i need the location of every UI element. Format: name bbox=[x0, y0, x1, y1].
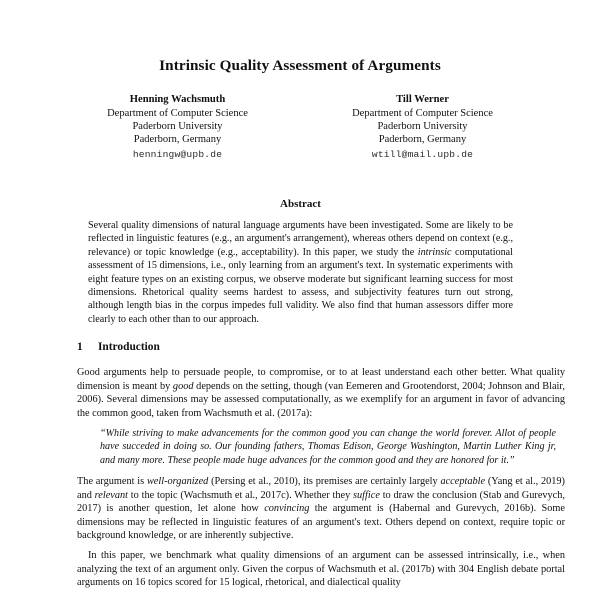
paragraph-2-part-1: The argument is bbox=[77, 475, 147, 487]
paragraph-2-italic-well-organized: well-organized bbox=[146, 475, 209, 487]
paragraph-1-part-1: Good arguments help to persuade people, to compromise, or to at least understand each other better. What quality dimension is meant by bbox=[77, 367, 565, 392]
author-email[interactable]: henningw@upb.de bbox=[132, 148, 223, 160]
paragraph-2-part-3: (Yang et al., 2019) and bbox=[77, 475, 565, 501]
author-block bbox=[60, 93, 540, 161]
abstract-section bbox=[88, 198, 513, 326]
author-institution: Paderborn University bbox=[377, 120, 468, 132]
author-department: Department of Computer Science bbox=[352, 107, 493, 119]
author-institution: Paderborn University bbox=[132, 120, 223, 132]
block-quote: “While striving to make advancements for the common good you can change the world forever. Allot of people have succeded in doing so. Our founding fathers, Thomas Edison, George Washington, Martin Luther King jr, and many more. These people made huge advances for the common good and they are honored for it.” bbox=[100, 427, 556, 466]
paragraph-3: In this paper, we benchmark what quality dimensions of an argument can be assessed intrinsically, i.e., when analyzing the text of an argument only. Given the corpus of Wachsmuth et al. (2017b) with 304 English debate portal arguments on 16 topics scored for 15 logical, rhetorical, and dialectical quality bbox=[77, 550, 565, 589]
paragraph-2-italic-acceptable: acceptable bbox=[440, 475, 486, 487]
paragraph-1-italic-good: good bbox=[172, 380, 194, 392]
paragraph-2-italic-relevant: relevant bbox=[94, 489, 129, 501]
paragraph-2-part-5: to draw the conclusion (Stab and Gurevych, 2017) is another question, let alone how bbox=[77, 489, 565, 515]
author-location: Paderborn, Germany bbox=[133, 134, 222, 146]
section-heading-introduction bbox=[77, 341, 160, 353]
author-location: Paderborn, Germany bbox=[378, 134, 467, 146]
abstract-text bbox=[88, 219, 513, 326]
paragraph-2-part-6: the argument is (Habernal and Gurevych, 2016b). Some dimensions may be reflected in linguistic features of an argument's text. Others depend on context, require topic or background knowledge, or are inherently subjective. bbox=[77, 503, 565, 542]
author-column-1 bbox=[60, 93, 295, 161]
paragraph-2-part-4: to the topic (Wachsmuth et al., 2017c). Whether they bbox=[128, 489, 354, 501]
paragraph-2 bbox=[77, 475, 565, 543]
author-name: Henning Wachsmuth bbox=[129, 94, 226, 105]
paragraph-1 bbox=[77, 366, 565, 420]
page-title: Intrinsic Quality Assessment of Arguments bbox=[159, 57, 441, 74]
section-number: 1 bbox=[77, 341, 83, 353]
author-email[interactable]: wtill@mail.upb.de bbox=[371, 148, 474, 160]
author-name: Till Werner bbox=[396, 94, 449, 105]
paragraph-2-italic-suffice: suffice bbox=[353, 489, 380, 501]
author-column-2 bbox=[305, 93, 540, 161]
abstract-text-part-2: computational assessment of 15 dimensions, i.e., only learning from an argument's text. In systematic experiments with eight feature types on an existing corpus, we observe moderate but significant learning success for most dimensions. Rhetorical quality seems hardest to assess, and subjectivity features turn out strong, although length bias in the corpus impedes full validity. We also find that human assessors differ more clearly to each other than to our approach. bbox=[88, 246, 513, 325]
paragraph-2-part-2: (Persing et al., 2010), its premises are certainly largely bbox=[208, 475, 441, 487]
abstract-text-part-1: Several quality dimensions of natural language arguments have been investigated. Some are likely to be reflected in linguistic features (e.g., an argument's arrangement), whereas others depend on context (e.g., relevance) or topic knowledge (e.g., acceptability). In this paper, we study the bbox=[88, 220, 513, 258]
body-column bbox=[77, 366, 565, 596]
abstract-heading: Abstract bbox=[280, 198, 321, 210]
section-title: Introduction bbox=[98, 341, 160, 353]
abstract-italic-intrinsic: intrinsic bbox=[417, 246, 452, 258]
paragraph-1-part-2: depends on the setting, though (van Eemeren and Grootendorst, 2004; Johnson and Blair, 2006). Several dimensions may be assessed computationally, as we exemplify for an argument in favor of advancing the common good, taken from Wachsmuth et al. (2017a): bbox=[77, 380, 565, 419]
paragraph-2-italic-convincing: convincing bbox=[264, 503, 310, 515]
author-department: Department of Computer Science bbox=[107, 107, 248, 119]
